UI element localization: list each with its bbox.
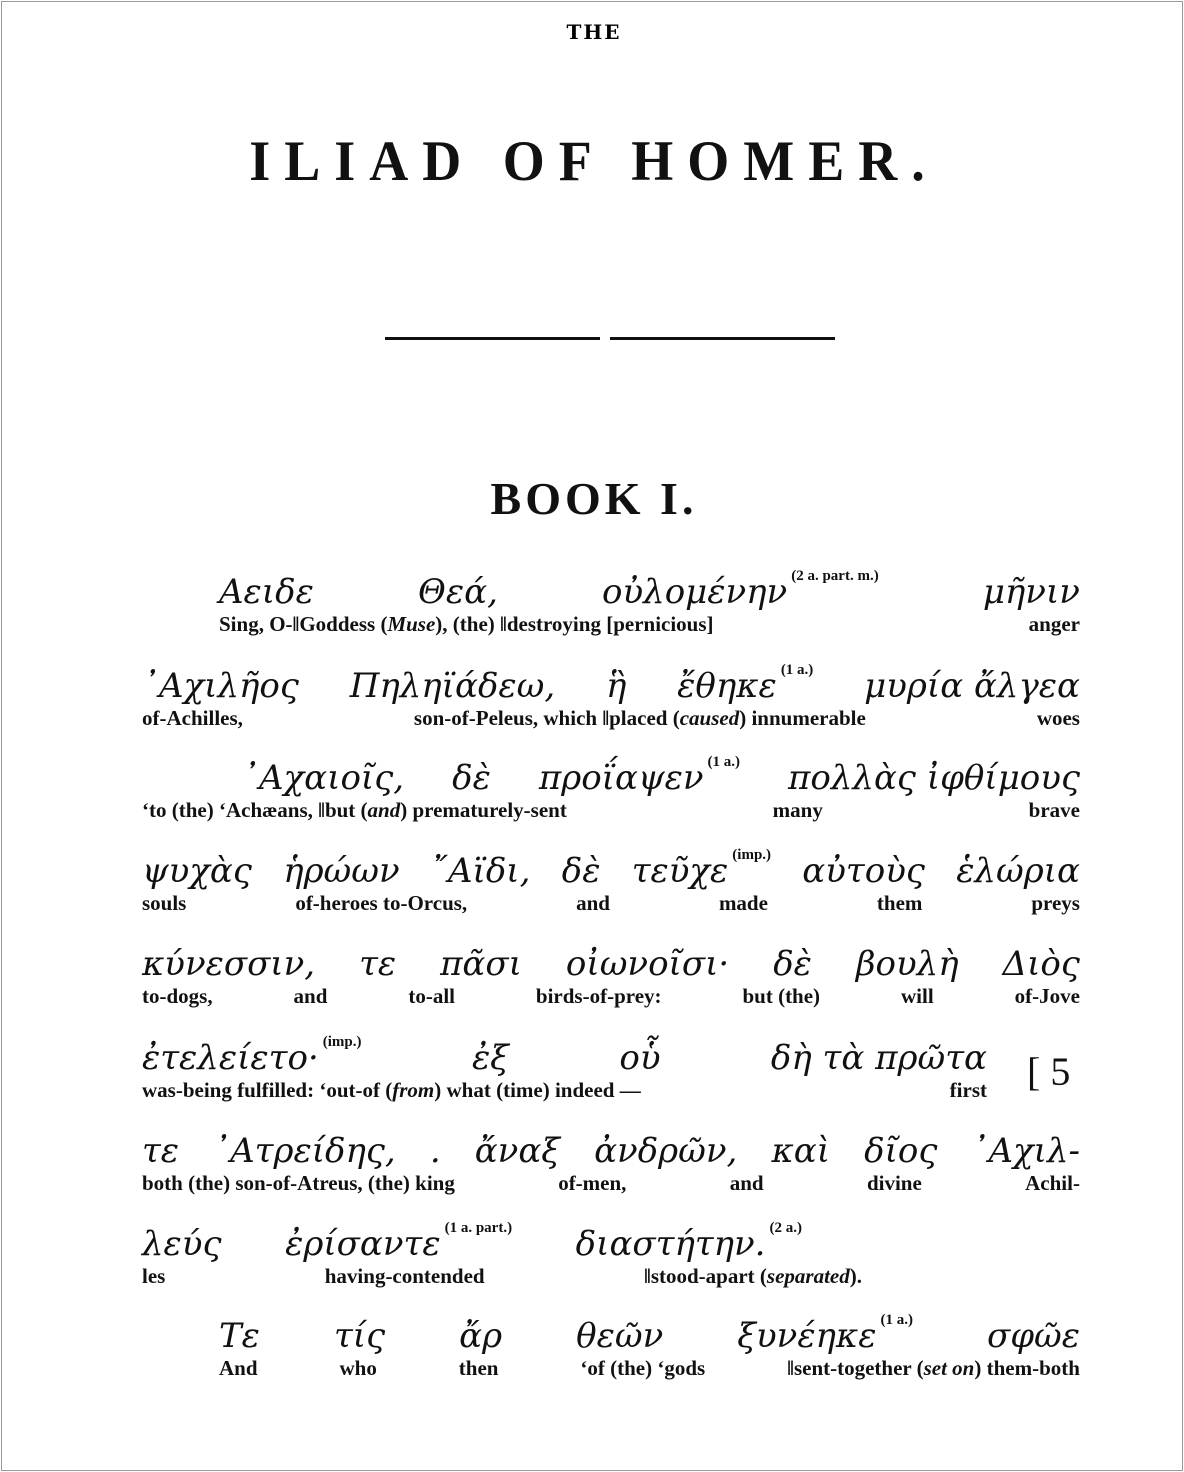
english-gloss: and bbox=[729, 1171, 764, 1195]
english-gloss: was-being fulfilled: ‘out-of (from) what (time) indeed — bbox=[142, 1078, 641, 1102]
english-gloss: preys bbox=[1031, 891, 1080, 915]
greek-word bbox=[576, 1316, 663, 1356]
greek-word bbox=[475, 1131, 560, 1171]
interlinear-line bbox=[142, 1127, 1080, 1196]
english-gloss: birds-of-prey: bbox=[535, 984, 662, 1008]
greek-word bbox=[459, 1316, 502, 1356]
greek-word bbox=[606, 666, 626, 706]
english-gloss-line bbox=[219, 1356, 1080, 1381]
greek-word-text: δῖος bbox=[864, 1131, 938, 1171]
english-gloss: Sing, O-‖Goddess (Muse), (the) ‖destroying [pernicious] bbox=[219, 612, 714, 636]
interlinear-line bbox=[142, 1034, 987, 1103]
greek-line bbox=[142, 847, 1080, 891]
interlinear-line bbox=[219, 568, 1080, 637]
greek-word bbox=[619, 1038, 660, 1078]
english-gloss: woes bbox=[1036, 706, 1080, 730]
grammar-note: (2 a. part. m.) bbox=[791, 568, 879, 584]
greek-word-text: μῆνιν bbox=[982, 572, 1080, 612]
grammar-note: (1 a. part.) bbox=[444, 1220, 513, 1236]
greek-word-text: οἰωνοῖσι· bbox=[565, 944, 730, 984]
english-gloss: of-heroes to-Orcus, bbox=[295, 891, 468, 915]
greek-word-text: τίς bbox=[333, 1316, 386, 1356]
english-gloss: les bbox=[142, 1264, 166, 1288]
english-gloss: ‖stood-apart (separated). bbox=[644, 1264, 862, 1288]
greek-word-text: ἑλώρια bbox=[956, 851, 1080, 891]
english-gloss: many bbox=[772, 798, 823, 822]
greek-word-text: κύνεσσιν, bbox=[142, 944, 316, 984]
greek-word-text: μυρία ἄλγεα bbox=[864, 666, 1080, 706]
greek-word-text: ῎Αϊδι, bbox=[430, 851, 531, 891]
english-gloss-line bbox=[142, 891, 1080, 916]
greek-word-text: ἔθηκε bbox=[677, 666, 777, 706]
grammar-note: (imp.) bbox=[732, 847, 772, 863]
greek-word-text: ἐρίσαντε bbox=[285, 1224, 441, 1264]
english-gloss: but (the) bbox=[742, 984, 821, 1008]
greek-word-text: θεῶν bbox=[576, 1316, 664, 1356]
interlinear-line bbox=[142, 940, 1080, 1009]
greek-word-text: βουλὴ bbox=[855, 944, 959, 984]
greek-line bbox=[142, 940, 1080, 984]
english-gloss: who bbox=[339, 1356, 377, 1380]
english-gloss: to-all bbox=[408, 984, 455, 1008]
greek-word-text: λεύς bbox=[142, 1224, 222, 1264]
page-title: ILIAD OF HOMER. bbox=[249, 129, 939, 193]
greek-line bbox=[242, 754, 1080, 798]
greek-word-text: τε bbox=[142, 1131, 180, 1171]
grammar-note: (1 a.) bbox=[780, 662, 814, 678]
english-gloss: brave bbox=[1028, 798, 1080, 822]
greek-word bbox=[213, 1131, 396, 1171]
greek-word-text: οὐλομένην bbox=[602, 572, 788, 612]
greek-word-text: δὲ bbox=[561, 851, 601, 891]
greek-word-text: οὗ bbox=[619, 1038, 661, 1078]
greek-word bbox=[285, 1220, 513, 1264]
greek-line bbox=[142, 1127, 1080, 1171]
greek-line bbox=[142, 1034, 987, 1078]
greek-word bbox=[242, 758, 404, 798]
greek-line bbox=[142, 1220, 802, 1264]
english-gloss-line bbox=[142, 1171, 1080, 1196]
greek-word-text: ἐξ bbox=[471, 1038, 509, 1078]
greek-word bbox=[538, 754, 741, 798]
greek-word bbox=[142, 1034, 362, 1078]
interlinear-line bbox=[142, 754, 1080, 823]
divider-right bbox=[610, 337, 835, 340]
greek-word bbox=[771, 1131, 830, 1171]
english-gloss: of-Achilles, bbox=[142, 706, 243, 730]
greek-word bbox=[142, 851, 252, 891]
greek-word-text: ψυχὰς bbox=[142, 851, 252, 891]
greek-word bbox=[677, 662, 814, 706]
greek-word-text: ᾿Αχαιοῖς, bbox=[242, 758, 405, 798]
greek-word bbox=[983, 572, 1080, 612]
greek-word bbox=[864, 666, 1080, 706]
greek-word bbox=[737, 1312, 913, 1356]
english-gloss: anger bbox=[1028, 612, 1080, 636]
grammar-note: (imp.) bbox=[322, 1034, 362, 1050]
english-gloss: them bbox=[876, 891, 923, 915]
english-gloss: having-contended bbox=[324, 1264, 485, 1288]
greek-word-text: ᾿Αχιλ- bbox=[971, 1131, 1080, 1171]
english-gloss: of-men, bbox=[558, 1171, 627, 1195]
greek-word-text: ᾿Ατρείδης, bbox=[213, 1131, 396, 1171]
english-gloss-line bbox=[219, 612, 1080, 637]
greek-word bbox=[431, 851, 531, 891]
english-gloss: both (the) son-of-Atreus, (the) king bbox=[142, 1171, 455, 1195]
grammar-note: (1 a.) bbox=[880, 1312, 913, 1328]
greek-word bbox=[773, 944, 812, 984]
divider-left bbox=[385, 337, 600, 340]
greek-word-text: δὴ τὰ πρῶτα bbox=[770, 1038, 987, 1078]
greek-word bbox=[359, 944, 396, 984]
english-gloss: souls bbox=[142, 891, 187, 915]
english-gloss: Achil- bbox=[1025, 1171, 1080, 1195]
grammar-note: (2 a.) bbox=[769, 1220, 802, 1236]
greek-word bbox=[575, 1220, 802, 1264]
greek-word-text: καὶ bbox=[771, 1131, 831, 1171]
english-gloss: of-Jove bbox=[1014, 984, 1080, 1008]
greek-word bbox=[562, 851, 601, 891]
greek-word-text: ἣ bbox=[606, 666, 627, 706]
line-number: [ 5 bbox=[1027, 1049, 1071, 1094]
greek-word bbox=[350, 666, 555, 706]
greek-word bbox=[602, 568, 879, 612]
greek-word-text: ἄρ bbox=[459, 1316, 503, 1356]
english-gloss: first bbox=[949, 1078, 987, 1102]
english-gloss: divine bbox=[866, 1171, 922, 1195]
greek-word-text: σφῶε bbox=[987, 1316, 1080, 1356]
greek-line bbox=[142, 662, 1080, 706]
greek-word bbox=[142, 944, 315, 984]
greek-word-text: ἡρώων bbox=[283, 851, 400, 891]
english-gloss: then bbox=[458, 1356, 499, 1380]
greek-word bbox=[971, 1131, 1080, 1171]
greek-word bbox=[864, 1131, 937, 1171]
greek-word-text: Τε bbox=[219, 1316, 260, 1356]
english-gloss: ‘of (the) ‘gods bbox=[580, 1356, 706, 1380]
interlinear-line bbox=[142, 662, 1080, 731]
greek-word-text: Διὸς bbox=[1002, 944, 1080, 984]
greek-word-text: προΐαψεν bbox=[538, 758, 704, 798]
greek-word-text: ἄναξ bbox=[474, 1131, 561, 1171]
interlinear-line bbox=[219, 1312, 1080, 1381]
greek-word bbox=[771, 1038, 987, 1078]
running-head: THE bbox=[566, 20, 622, 44]
grammar-note: (1 a.) bbox=[707, 754, 741, 770]
english-gloss: to-dogs, bbox=[142, 984, 213, 1008]
english-gloss-line bbox=[142, 798, 1080, 823]
english-gloss: ‖sent-together (set on) them-both bbox=[787, 1356, 1080, 1380]
greek-word bbox=[1003, 944, 1080, 984]
greek-word bbox=[430, 1131, 441, 1171]
greek-word bbox=[418, 572, 498, 612]
greek-word bbox=[142, 1224, 222, 1264]
greek-word bbox=[440, 944, 522, 984]
greek-word-text: δὲ bbox=[773, 944, 812, 984]
greek-word-text: Αειδε bbox=[219, 572, 314, 612]
english-gloss-line bbox=[142, 984, 1080, 1009]
greek-word bbox=[856, 944, 959, 984]
greek-word-text: Πηληϊάδεω, bbox=[349, 666, 556, 706]
greek-word-text: πᾶσι bbox=[440, 944, 522, 984]
greek-word-text: ἀνδρῶν, bbox=[594, 1131, 738, 1171]
english-gloss: and bbox=[293, 984, 328, 1008]
greek-word bbox=[334, 1316, 385, 1356]
greek-word-text: δὲ bbox=[452, 758, 491, 798]
greek-line bbox=[219, 1312, 1080, 1356]
greek-word-text: τεῦχε bbox=[631, 851, 729, 891]
interlinear-line bbox=[142, 1220, 862, 1289]
greek-word bbox=[219, 572, 314, 612]
english-gloss: And bbox=[219, 1356, 258, 1380]
greek-word bbox=[452, 758, 491, 798]
english-gloss-line bbox=[142, 1078, 987, 1103]
greek-word-text: διαστήτην. bbox=[575, 1224, 766, 1264]
english-gloss: made bbox=[718, 891, 768, 915]
greek-word bbox=[987, 1316, 1080, 1356]
greek-word bbox=[566, 944, 729, 984]
english-gloss: son-of-Peleus, which ‖placed (caused) innumerable bbox=[413, 706, 866, 730]
greek-word-text: ᾿Αχιλῆος bbox=[142, 666, 299, 706]
greek-word bbox=[956, 851, 1080, 891]
greek-word-text: αὐτοὺς bbox=[802, 851, 925, 891]
interlinear-line bbox=[142, 847, 1080, 916]
book-heading: BOOK I. bbox=[490, 473, 698, 524]
greek-word bbox=[142, 666, 299, 706]
english-gloss: and bbox=[576, 891, 610, 915]
greek-word-text: Θεά, bbox=[417, 572, 498, 612]
greek-word-text: πολλὰς ἰφθίμους bbox=[788, 758, 1080, 798]
greek-word-text: ἐτελείετο· bbox=[142, 1038, 319, 1078]
greek-word bbox=[219, 1316, 260, 1356]
greek-word bbox=[472, 1038, 509, 1078]
english-gloss-line bbox=[142, 1264, 862, 1289]
greek-word-text: . bbox=[429, 1131, 441, 1171]
english-gloss: will bbox=[901, 984, 934, 1008]
greek-word bbox=[788, 758, 1080, 798]
english-gloss: ‘to (the) ‘Achæans, ‖but (and) prematurely-sent bbox=[142, 798, 567, 822]
greek-word bbox=[631, 847, 772, 891]
greek-word bbox=[802, 851, 925, 891]
page bbox=[1, 1, 1183, 1471]
greek-line bbox=[219, 568, 1080, 612]
greek-word-text: τε bbox=[359, 944, 397, 984]
english-gloss-line bbox=[142, 706, 1080, 731]
greek-word bbox=[142, 1131, 179, 1171]
greek-word-text: ξυνέηκε bbox=[737, 1316, 877, 1356]
greek-word bbox=[594, 1131, 737, 1171]
greek-word bbox=[283, 851, 399, 891]
